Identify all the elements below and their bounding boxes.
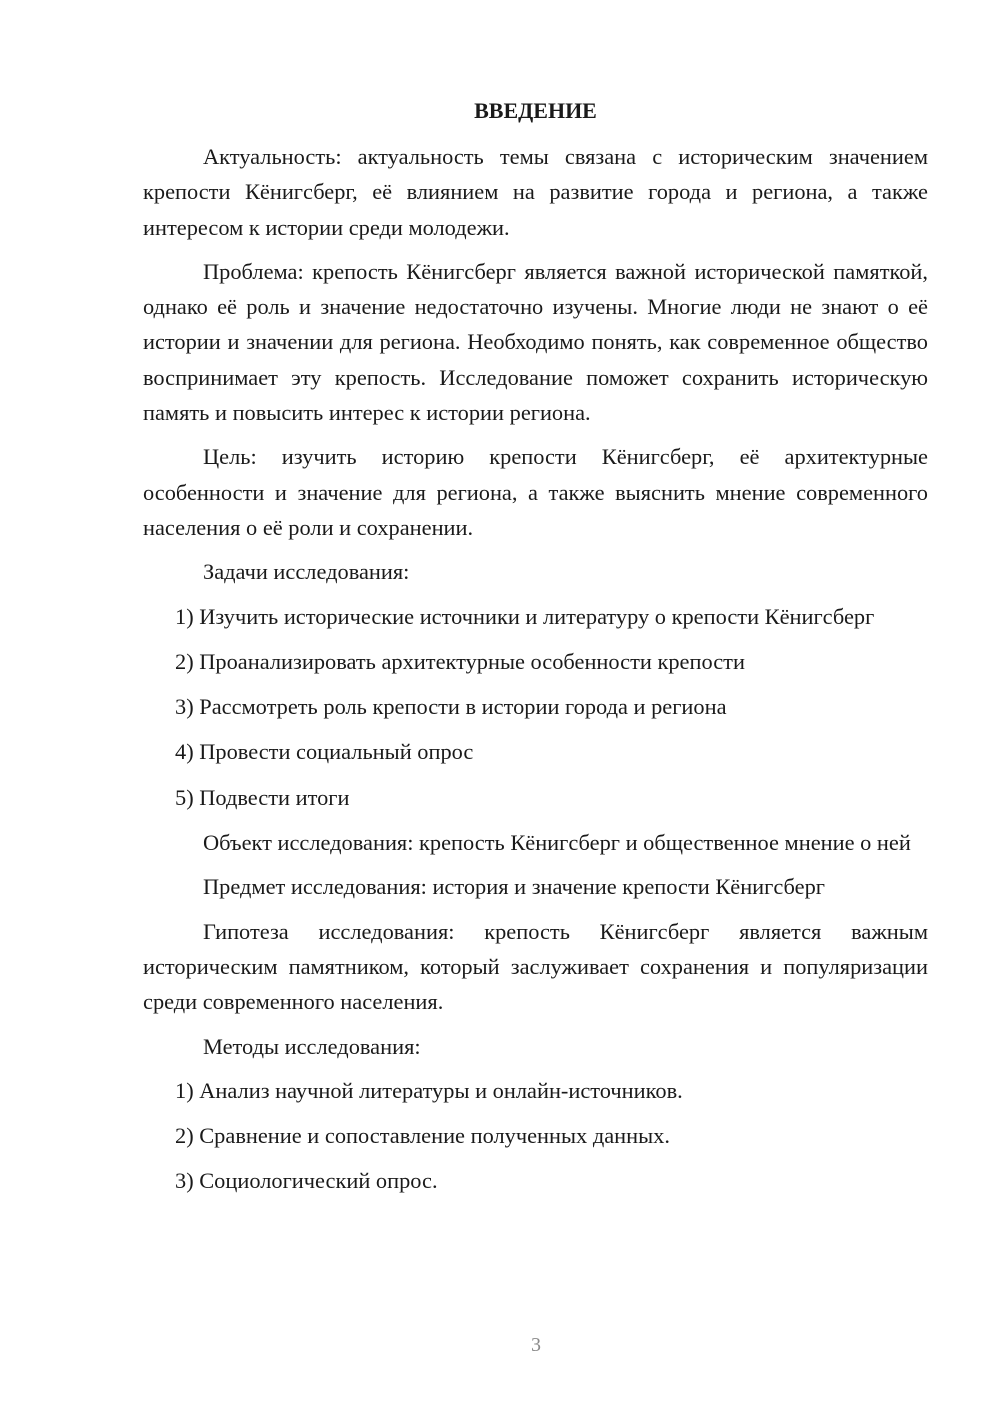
- task-item: 4) Провести социальный опрос: [175, 739, 474, 765]
- relevance-paragraph: Актуальность: актуальность темы связана с историческим значением крепости Кёнигсберг, её влиянием на развитие города и региона, а также интересом к истории среди молодежи.: [143, 144, 928, 240]
- task-item: 5) Подвести итоги: [175, 784, 350, 810]
- page-number: 3: [531, 1334, 541, 1356]
- task-item: 1) Изучить исторические источники и литературу о крепости Кёнигсберг: [175, 603, 875, 629]
- task-item: 3) Рассмотреть роль крепости в истории города и региона: [175, 694, 727, 720]
- goal-paragraph: Цель: изучить историю крепости Кёнигсберг, её архитектурные особенности и значение для региона, а также выяснить мнение современного населения о её роли и сохранении.: [143, 444, 928, 540]
- method-item: 3) Социологический опрос.: [175, 1168, 438, 1194]
- problem-paragraph: Проблема: крепость Кёнигсберг является важной исторической памяткой, однако её роль и значение недостаточно изучены. Многие люди не знают о её истории и значении для региона. Необходимо понять, как современное общество воспринимает эту крепость. Исследование поможет сохранить историческую память и повысить интерес к истории региона.: [143, 258, 928, 426]
- method-item: 2) Сравнение и сопоставление полученных данных.: [175, 1123, 670, 1149]
- hypothesis-paragraph: Гипотеза исследования: крепость Кёнигсберг является важным историческим памятником, который заслуживает сохранения и популяризации среди современного населения.: [143, 918, 928, 1015]
- page-title: ВВЕДЕНИЕ: [474, 98, 597, 123]
- subject-paragraph: Предмет исследования: история и значение крепости Кёнигсберг: [203, 874, 825, 900]
- method-item: 1) Анализ научной литературы и онлайн-источников.: [175, 1077, 683, 1103]
- task-item: 2) Проанализировать архитектурные особенности крепости: [175, 648, 745, 674]
- object-paragraph: Объект исследования: крепость Кёнигсберг и общественное мнение о ней: [203, 830, 911, 856]
- methods-heading: Методы исследования:: [203, 1033, 421, 1059]
- tasks-heading: Задачи исследования:: [203, 559, 410, 585]
- page-content: [143, 96, 928, 1209]
